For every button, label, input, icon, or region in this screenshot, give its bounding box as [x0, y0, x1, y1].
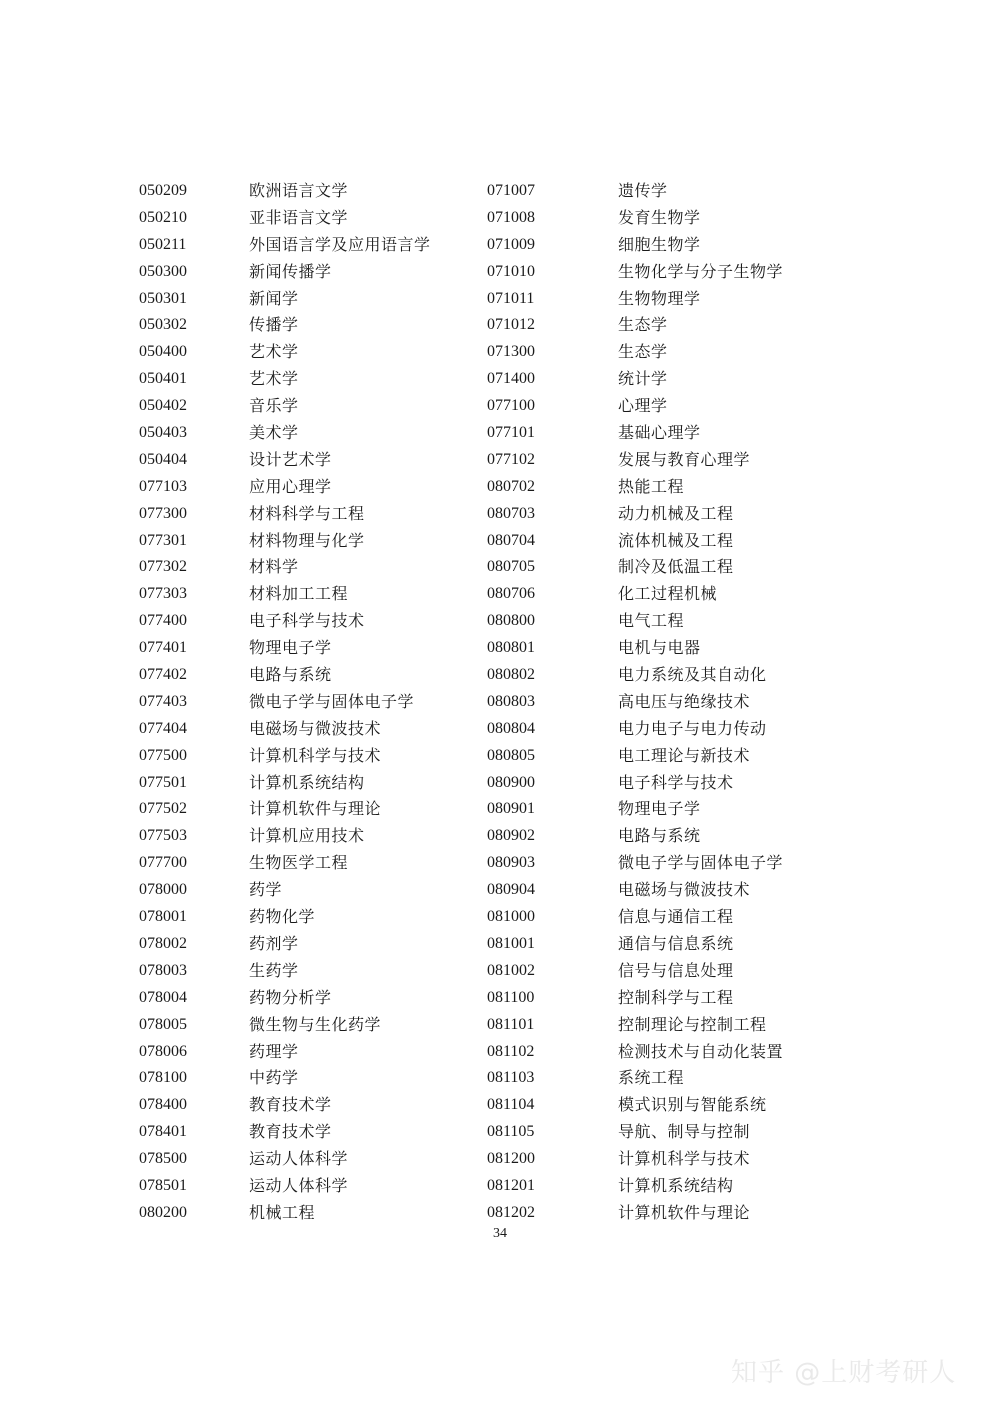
left-subject-column	[139, 178, 431, 1227]
subject-row	[487, 1173, 783, 1200]
subject-name: 机械工程	[249, 1202, 316, 1222]
subject-row	[139, 528, 431, 555]
subject-code: 077303	[139, 585, 187, 603]
subject-name: 细胞生物学	[618, 234, 701, 254]
subject-code: 081000	[487, 908, 535, 926]
subject-code: 071300	[487, 343, 535, 361]
subject-code: 080904	[487, 881, 535, 899]
subject-code: 078001	[139, 908, 187, 926]
subject-name: 物理电子学	[249, 638, 332, 658]
subject-row	[139, 662, 431, 689]
subject-name: 传播学	[249, 315, 299, 335]
subject-row	[487, 205, 783, 232]
subject-row	[139, 554, 431, 581]
subject-row	[139, 1039, 431, 1066]
subject-row	[487, 689, 783, 716]
subject-code: 080802	[487, 666, 535, 684]
subject-row	[139, 420, 431, 447]
subject-row	[487, 393, 783, 420]
subject-row	[487, 420, 783, 447]
subject-row	[487, 312, 783, 339]
subject-row	[139, 904, 431, 931]
subject-code: 077103	[139, 477, 187, 495]
subject-row	[139, 823, 431, 850]
subject-name: 新闻学	[249, 288, 299, 308]
subject-code: 080902	[487, 827, 535, 845]
subject-row	[487, 366, 783, 393]
subject-row	[487, 286, 783, 313]
subject-row	[487, 554, 783, 581]
subject-row	[139, 205, 431, 232]
subject-code: 078500	[139, 1150, 187, 1168]
subject-row	[487, 1039, 783, 1066]
subject-row	[139, 312, 431, 339]
subject-code: 077700	[139, 854, 187, 872]
subject-name: 计算机科学与技术	[618, 1149, 751, 1169]
subject-row	[487, 474, 783, 501]
subject-code: 081101	[487, 1015, 535, 1033]
subject-code: 050301	[139, 289, 187, 307]
subject-row	[139, 178, 431, 205]
subject-name: 计算机软件与理论	[249, 799, 382, 819]
subject-row	[139, 796, 431, 823]
subject-name: 电路与系统	[618, 826, 701, 846]
subject-code: 050400	[139, 343, 187, 361]
subject-code: 080903	[487, 854, 535, 872]
subject-row	[139, 608, 431, 635]
subject-name: 材料科学与工程	[249, 503, 365, 523]
subject-row	[487, 770, 783, 797]
subject-name: 药物分析学	[249, 987, 332, 1007]
subject-code: 071008	[487, 208, 535, 226]
subject-name: 制冷及低温工程	[618, 557, 734, 577]
subject-name: 生态学	[618, 315, 668, 335]
subject-code: 050209	[139, 182, 187, 199]
page-number: 34	[493, 1226, 507, 1241]
subject-code: 077100	[487, 397, 535, 415]
subject-code: 080800	[487, 612, 535, 630]
subject-name: 发育生物学	[618, 207, 701, 227]
subject-code: 080900	[487, 773, 535, 791]
subject-code: 081100	[487, 988, 535, 1006]
subject-row	[139, 259, 431, 286]
subject-name: 信号与信息处理	[618, 960, 734, 980]
subject-code: 077502	[139, 800, 187, 818]
subject-name: 教育技术学	[249, 1095, 332, 1115]
subject-code: 078401	[139, 1123, 187, 1141]
subject-code: 081201	[487, 1176, 535, 1194]
subject-row	[487, 958, 783, 985]
subject-name: 药理学	[249, 1041, 299, 1061]
subject-code: 077301	[139, 531, 187, 549]
subject-name: 电子科学与技术	[249, 611, 365, 631]
subject-code: 077102	[487, 450, 535, 468]
subject-row	[139, 985, 431, 1012]
subject-name: 控制理论与控制工程	[618, 1014, 767, 1034]
subject-row	[139, 286, 431, 313]
subject-name: 运动人体科学	[249, 1175, 349, 1195]
subject-row	[139, 877, 431, 904]
subject-name: 心理学	[618, 396, 668, 416]
subject-code: 078000	[139, 881, 187, 899]
subject-code: 081200	[487, 1150, 535, 1168]
subject-code: 071400	[487, 370, 535, 388]
subject-name: 微电子学与固体电子学	[618, 853, 784, 873]
subject-row	[487, 1119, 783, 1146]
subject-row	[139, 366, 431, 393]
subject-name: 计算机科学与技术	[249, 745, 382, 765]
subject-row	[487, 985, 783, 1012]
subject-name: 生物医学工程	[249, 853, 349, 873]
subject-row	[139, 770, 431, 797]
subject-code: 077402	[139, 666, 187, 684]
subject-row	[487, 635, 783, 662]
subject-code: 071007	[487, 182, 535, 199]
subject-name: 新闻传播学	[249, 261, 332, 281]
subject-code: 050302	[139, 316, 187, 334]
subject-row	[139, 931, 431, 958]
subject-name: 电机与电器	[618, 638, 701, 658]
subject-name: 微电子学与固体电子学	[249, 691, 415, 711]
subject-name: 电磁场与微波技术	[249, 718, 382, 738]
subject-name: 导航、制导与控制	[618, 1122, 751, 1142]
subject-name: 计算机系统结构	[618, 1175, 734, 1195]
subject-code: 071010	[487, 262, 535, 280]
subject-row	[139, 447, 431, 474]
subject-row	[487, 608, 783, 635]
subject-name: 应用心理学	[249, 476, 332, 496]
subject-code: 081202	[487, 1203, 535, 1221]
subject-code: 080804	[487, 719, 535, 737]
subject-name: 亚非语言文学	[249, 207, 349, 227]
subject-code: 080801	[487, 639, 535, 657]
subject-code: 077302	[139, 558, 187, 576]
subject-code: 081105	[487, 1123, 535, 1141]
subject-row	[487, 1065, 783, 1092]
subject-row	[487, 259, 783, 286]
subject-code: 078006	[139, 1042, 187, 1060]
subject-code: 081102	[487, 1042, 535, 1060]
subject-name: 电子科学与技术	[618, 772, 734, 792]
subject-code: 077500	[139, 746, 187, 764]
subject-name: 电工理论与新技术	[618, 745, 751, 765]
subject-code: 081001	[487, 934, 535, 952]
subject-name: 热能工程	[618, 476, 685, 496]
subject-code: 050404	[139, 450, 187, 468]
subject-name: 模式识别与智能系统	[618, 1095, 767, 1115]
subject-name: 发展与教育心理学	[618, 449, 751, 469]
subject-row	[487, 1146, 783, 1173]
subject-name: 计算机系统结构	[249, 772, 365, 792]
subject-name: 药物化学	[249, 907, 316, 927]
subject-code: 050210	[139, 208, 187, 226]
subject-row	[487, 581, 783, 608]
subject-name: 生药学	[249, 960, 299, 980]
subject-name: 检测技术与自动化装置	[618, 1041, 784, 1061]
subject-row	[139, 716, 431, 743]
subject-name: 统计学	[618, 369, 668, 389]
subject-code: 077101	[487, 424, 535, 442]
subject-name: 电力系统及其自动化	[618, 665, 767, 685]
subject-name: 艺术学	[249, 369, 299, 389]
subject-row	[139, 1012, 431, 1039]
subject-row	[139, 850, 431, 877]
subject-code: 081002	[487, 961, 535, 979]
subject-name: 生态学	[618, 342, 668, 362]
subject-row	[139, 689, 431, 716]
subject-row	[139, 1065, 431, 1092]
subject-row	[487, 850, 783, 877]
subject-row	[139, 1200, 431, 1227]
subject-name: 遗传学	[618, 181, 668, 200]
subject-row	[139, 1119, 431, 1146]
subject-code: 071011	[487, 289, 535, 307]
subject-row	[487, 1200, 783, 1227]
subject-name: 中药学	[249, 1068, 299, 1088]
subject-code: 081104	[487, 1096, 535, 1114]
subject-name: 美术学	[249, 423, 299, 443]
subject-row	[487, 823, 783, 850]
watermark: 知乎 @上财考研人	[731, 1358, 957, 1388]
subject-row	[487, 877, 783, 904]
subject-row	[139, 339, 431, 366]
subject-name: 流体机械及工程	[618, 530, 734, 550]
subject-row	[139, 1146, 431, 1173]
subject-name: 生物物理学	[618, 288, 701, 308]
subject-code: 078003	[139, 961, 187, 979]
subject-code: 050403	[139, 424, 187, 442]
subject-row	[487, 447, 783, 474]
subject-code: 050300	[139, 262, 187, 280]
subject-row	[139, 1092, 431, 1119]
subject-code: 078501	[139, 1176, 187, 1194]
subject-name: 运动人体科学	[249, 1149, 349, 1169]
subject-row	[487, 1092, 783, 1119]
subject-name: 教育技术学	[249, 1122, 332, 1142]
subject-row	[487, 662, 783, 689]
subject-code: 078400	[139, 1096, 187, 1114]
subject-name: 电磁场与微波技术	[618, 880, 751, 900]
subject-row	[139, 232, 431, 259]
subject-name: 材料物理与化学	[249, 530, 365, 550]
subject-code: 078002	[139, 934, 187, 952]
subject-code: 080702	[487, 477, 535, 495]
subject-code: 080705	[487, 558, 535, 576]
right-subject-column	[487, 178, 783, 1227]
subject-name: 电力电子与电力传动	[618, 718, 767, 738]
subject-row	[487, 716, 783, 743]
subject-name: 艺术学	[249, 342, 299, 362]
subject-name: 计算机软件与理论	[618, 1202, 751, 1222]
subject-row	[487, 1012, 783, 1039]
subject-name: 控制科学与工程	[618, 987, 734, 1007]
subject-code: 077404	[139, 719, 187, 737]
subject-name: 计算机应用技术	[249, 826, 365, 846]
subject-name: 化工过程机械	[618, 584, 718, 604]
subject-name: 物理电子学	[618, 799, 701, 819]
subject-row	[139, 635, 431, 662]
subject-code: 077300	[139, 504, 187, 522]
subject-code: 080703	[487, 504, 535, 522]
subject-code: 080200	[139, 1203, 187, 1221]
subject-row	[487, 743, 783, 770]
subject-code: 071009	[487, 235, 535, 253]
subject-name: 高电压与绝缘技术	[618, 691, 751, 711]
subject-code: 050402	[139, 397, 187, 415]
subject-code: 077403	[139, 692, 187, 710]
subject-code: 080901	[487, 800, 535, 818]
subject-name: 信息与通信工程	[618, 907, 734, 927]
subject-name: 电路与系统	[249, 665, 332, 685]
subject-row	[487, 904, 783, 931]
subject-code: 080704	[487, 531, 535, 549]
subject-code: 080803	[487, 692, 535, 710]
subject-code: 077401	[139, 639, 187, 657]
subject-code: 050401	[139, 370, 187, 388]
subject-name: 系统工程	[618, 1068, 685, 1088]
subject-name: 电气工程	[618, 611, 685, 631]
subject-row	[139, 581, 431, 608]
subject-name: 生物化学与分子生物学	[618, 261, 784, 281]
subject-row	[139, 743, 431, 770]
subject-row	[487, 178, 783, 205]
subject-name: 药剂学	[249, 933, 299, 953]
subject-row	[139, 474, 431, 501]
subject-code: 080805	[487, 746, 535, 764]
subject-row	[487, 931, 783, 958]
subject-row	[487, 501, 783, 528]
subject-code: 050211	[139, 235, 187, 253]
subject-name: 基础心理学	[618, 423, 701, 443]
subject-code: 077400	[139, 612, 187, 630]
subject-row	[139, 1173, 431, 1200]
subject-row	[487, 796, 783, 823]
subject-code: 077501	[139, 773, 187, 791]
subject-name: 微生物与生化药学	[249, 1014, 382, 1034]
subject-name: 材料加工工程	[249, 584, 349, 604]
subject-name: 欧洲语言文学	[249, 181, 349, 200]
subject-code: 078005	[139, 1015, 187, 1033]
subject-code: 081103	[487, 1069, 535, 1087]
subject-name: 设计艺术学	[249, 449, 332, 469]
subject-code: 078100	[139, 1069, 187, 1087]
subject-name: 动力机械及工程	[618, 503, 734, 523]
subject-code: 077503	[139, 827, 187, 845]
subject-code: 071012	[487, 316, 535, 334]
subject-name: 音乐学	[249, 396, 299, 416]
subject-row	[139, 958, 431, 985]
subject-code: 078004	[139, 988, 187, 1006]
subject-row	[487, 232, 783, 259]
subject-row	[139, 393, 431, 420]
subject-row	[487, 528, 783, 555]
subject-row	[139, 501, 431, 528]
subject-row	[487, 339, 783, 366]
subject-code: 080706	[487, 585, 535, 603]
subject-name: 材料学	[249, 557, 299, 577]
subject-name: 药学	[249, 880, 283, 900]
subject-name: 外国语言学及应用语言学	[249, 234, 431, 254]
subject-name: 通信与信息系统	[618, 933, 734, 953]
